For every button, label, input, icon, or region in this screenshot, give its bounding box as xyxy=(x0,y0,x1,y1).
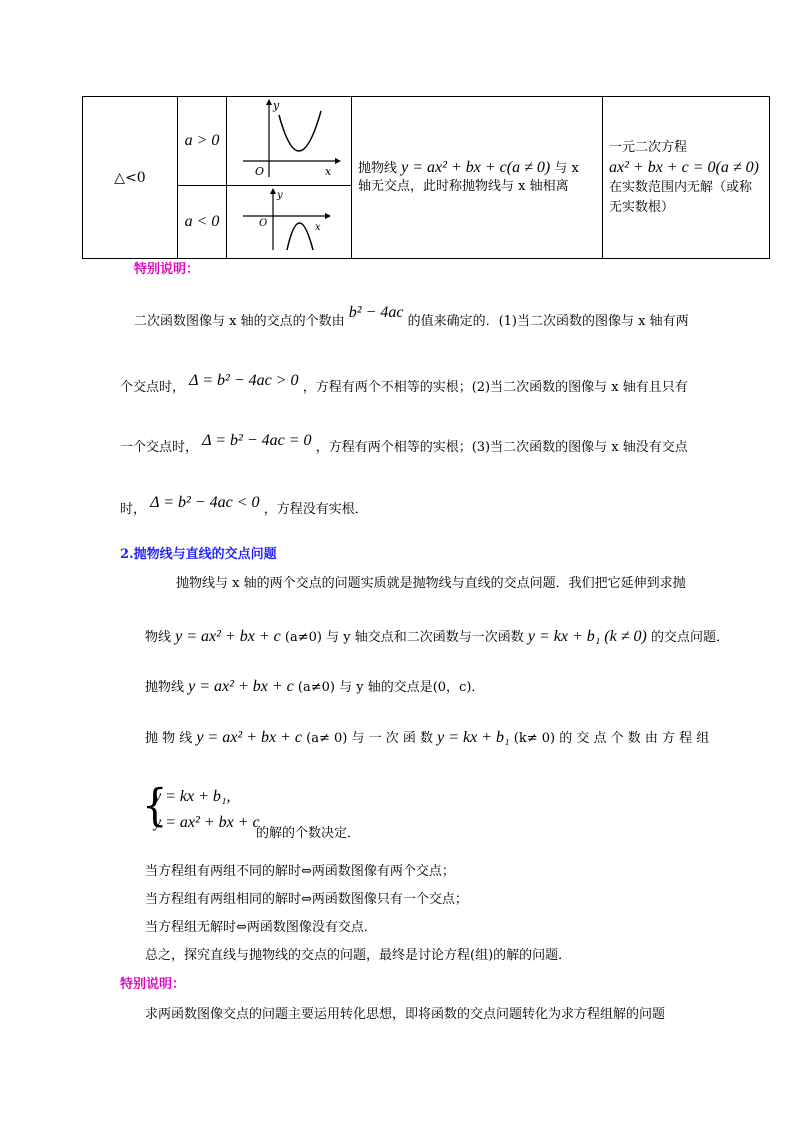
a-negative-label: a < 0 xyxy=(184,213,220,230)
note1-p3-formula: Δ = b² − 4ac = 0 xyxy=(202,432,312,449)
s2-l1-text-a: 物线 xyxy=(145,630,172,645)
s2-l3-formula2: y = kx + b₁ xyxy=(437,729,510,746)
system-eq1: y = kx + b₁, xyxy=(154,788,231,805)
note1-p3-text-b: ，方程有两个相等的实根；(3)当二次函数的图像与 x 轴没有交点 xyxy=(315,440,688,455)
note1-para1 xyxy=(134,304,689,330)
note1-title: 特别说明： xyxy=(134,262,200,277)
note1-para3 xyxy=(120,432,688,456)
col4-formula: ax² + bx + c = 0(a ≠ 0) xyxy=(609,158,759,176)
note1-p4-formula: Δ = b² − 4ac < 0 xyxy=(150,494,260,511)
note1-p2-text-b: ，方程有两个不相等的实根；(2)当二次函数的图像与 x 轴有且只有 xyxy=(302,380,688,395)
col3-rest: 轴无交点，此时称抛物线与 x 轴相离 xyxy=(358,179,569,194)
system-eq2: y = ax² + bx + c xyxy=(154,814,260,831)
section2-intro: 抛物线与 x 轴的两个交点的问题实质就是抛物线与直线的交点问题．我们把它延伸到求抛 xyxy=(176,576,686,591)
y-axis-label: y xyxy=(273,99,280,112)
origin-label-2: O xyxy=(259,218,268,229)
s2-l2-formula: y = ax² + bx + c xyxy=(188,678,294,695)
note2-title: 特别说明： xyxy=(120,977,186,992)
summary: 总之，探究直线与抛物线的交点的问题，最终是讨论方程(组)的解的问题． xyxy=(145,948,572,963)
s2-l2-text-a: 抛物线 xyxy=(145,680,185,695)
s2-l1-text-c: 的交点问题． xyxy=(650,630,729,645)
section2-line3 xyxy=(145,727,709,747)
condition-table xyxy=(82,96,770,259)
note1-p2-text-a: 个交点时， xyxy=(120,380,186,395)
parabola-down-graph xyxy=(227,186,351,254)
case2: 当方程组有两组相同的解时⇔两函数图像只有一个交点； xyxy=(145,892,468,907)
col4-line3: 在实数范围内无解（或称无实数根） xyxy=(609,179,753,215)
origin-label: O xyxy=(255,165,265,178)
section2-line2 xyxy=(145,676,484,696)
delta-cell xyxy=(83,97,178,259)
note1-para4 xyxy=(120,494,368,518)
parabola-up-graph xyxy=(227,97,351,181)
note1-p4-text-b: ，方程没有实根． xyxy=(263,502,368,517)
note2-text: 求两函数图像交点的问题主要运用转化思想，即将函数的交点问题转化为求方程组解的问题 xyxy=(145,1007,666,1022)
s2-l1-text-b: (a≠0) 与 y 轴交点和二次函数与一次函数 xyxy=(284,630,524,645)
note1-p1-text-a: 二次函数图像与 x 轴的交点的个数由 xyxy=(134,314,345,329)
graph-down-cell xyxy=(227,186,352,259)
s2-l3-text-b: (a≠ 0) 与 一 次 函 数 xyxy=(306,731,433,746)
a-negative-cell xyxy=(178,186,227,259)
a-positive-label: a > 0 xyxy=(184,132,220,149)
s2-l2-text-b: (a≠0) 与 y 轴的交点是(0，c)． xyxy=(297,680,485,695)
note1-p4-text-a: 时， xyxy=(120,502,147,517)
s2-l3-text-a: 抛 物 线 xyxy=(145,731,193,746)
note1-p1-formula: b² − 4ac xyxy=(348,304,404,321)
col3-formula: y = ax² + bx + c(a ≠ 0) xyxy=(401,159,551,176)
note1-p1-text-b: 的值来确定的．(1)当二次函数的图像与 x 轴有两 xyxy=(407,314,689,329)
a-positive-cell xyxy=(178,97,227,186)
s2-l3-formula1: y = ax² + bx + c xyxy=(196,729,302,746)
equation-cell xyxy=(603,97,770,259)
col4-line1: 一元二次方程 xyxy=(609,139,688,155)
s2-l3-text-c: (k≠ 0) 的 交 点 个 数 由 方 程 组 xyxy=(513,731,710,746)
col3-prefix: 抛物线 xyxy=(358,161,398,176)
col3-mid: 与 x xyxy=(554,161,579,176)
description-cell xyxy=(352,97,603,259)
x-axis-label: x xyxy=(325,165,332,178)
note1-para2 xyxy=(120,372,688,396)
note1-p3-text-a: 一个交点时， xyxy=(120,440,199,455)
graph-up-cell xyxy=(227,97,352,186)
section2-line1 xyxy=(145,626,729,646)
section2-heading: 2.抛物线与直线的交点问题 xyxy=(120,547,277,562)
s2-l1-formula1: y = ax² + bx + c xyxy=(175,628,281,645)
system-brace-icon: { xyxy=(142,780,168,832)
case3: 当方程组无解时⇔两函数图像没有交点． xyxy=(145,920,377,935)
system-tail: 的解的个数决定． xyxy=(256,826,361,841)
note1-p2-formula: Δ = b² − 4ac > 0 xyxy=(189,372,299,389)
delta-label: △<0 xyxy=(114,169,146,186)
y-axis-label-2: y xyxy=(277,190,283,201)
x-axis-label-2: x xyxy=(315,222,321,233)
s2-l1-formula2: y = kx + b₁ (k ≠ 0) xyxy=(527,628,647,645)
case1: 当方程组有两组不同的解时⇔两函数图像有两个交点； xyxy=(145,864,455,879)
